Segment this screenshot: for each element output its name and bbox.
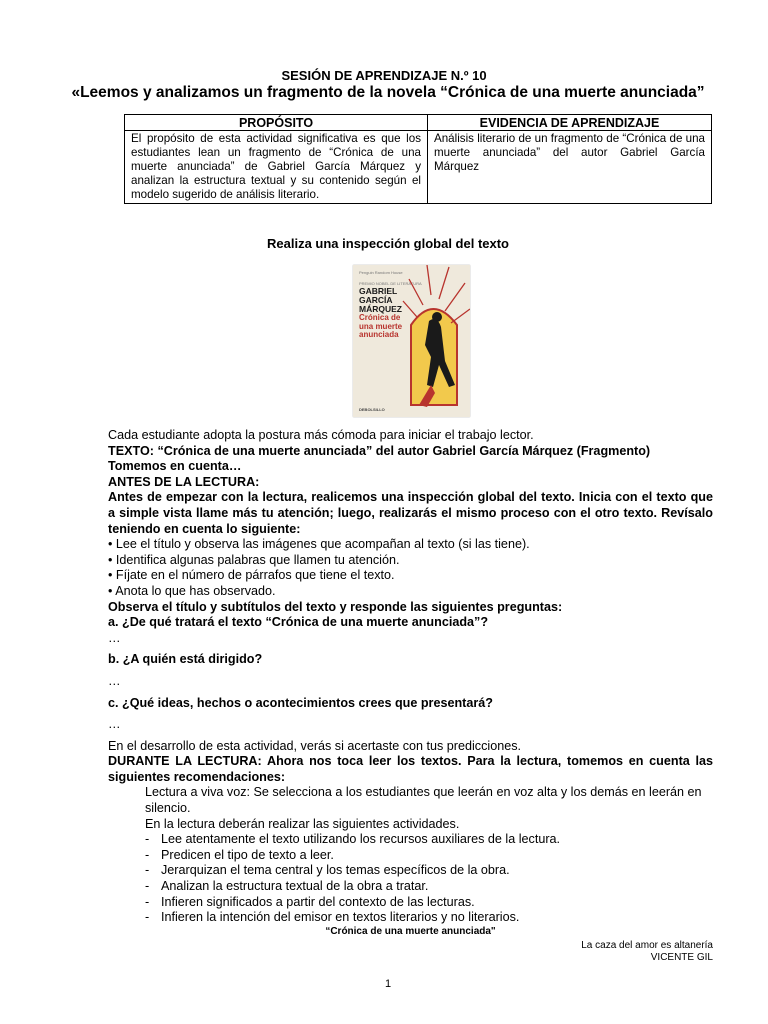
book-cover-image xyxy=(353,265,470,417)
cover-imprint: Penguin Random House xyxy=(359,270,403,275)
question-c: c. ¿Qué ideas, hechos o acontecimientos crees que presentará? xyxy=(108,695,493,710)
activity-item: - Lee atentamente el texto utilizando los recursos auxiliares de la lectura. xyxy=(145,832,561,847)
bullet-item: • Lee el título y observa las imágenes que acompañan al texto (si las tiene). xyxy=(108,537,530,552)
answer-ellipsis: … xyxy=(108,630,121,645)
question-a: a. ¿De qué tratará el texto “Crónica de una muerte anunciada”? xyxy=(108,615,489,630)
activity-item: - Jerarquizan el tema central y los temas específicos de la obra. xyxy=(145,863,510,878)
main-body xyxy=(108,428,713,964)
lectura-viva-voz: Lectura a viva voz: Se selecciona a los estudiantes que leerán en voz alta y los demás en leerán en silencio. xyxy=(145,785,702,816)
inspection-heading: Realiza una inspección global del texto xyxy=(267,236,509,251)
answer-ellipsis: … xyxy=(108,717,121,732)
epigraph-line: La caza del amor es altanería xyxy=(581,939,713,951)
purpose-text: El propósito de esta actividad significativa es que los estudiantes lean un fragmento de “Crónica de una muerte anunciada” de Gabriel García Márquez y analizan la estructura textual y su contenido según el modelo sugerido de análisis literario. xyxy=(125,131,428,204)
tomemos-line: Tomemos en cuenta… xyxy=(108,459,242,474)
cover-author: GABRIEL GARCÍA MÁRQUEZ xyxy=(359,286,402,314)
bullet-item: • Fíjate en el número de párrafos que tiene el texto. xyxy=(108,568,395,583)
text-title-line: TEXTO: “Crónica de una muerte anunciada” del autor Gabriel García Márquez (Fragmento) xyxy=(108,443,651,458)
page-number: 1 xyxy=(384,978,392,990)
activity-item: - Infieren la intención del emisor en textos literarios y no literarios. xyxy=(145,910,520,925)
session-number: SESIÓN DE APRENDIZAJE N.º 10 xyxy=(281,68,487,83)
purpose-header: PROPÓSITO xyxy=(125,115,428,131)
activity-item: - Predicen el tipo de texto a leer. xyxy=(145,847,334,862)
cover-title: Crónica de una muerte anunciada xyxy=(359,313,403,339)
bullet-item: • Anota lo que has observado. xyxy=(108,583,276,598)
activity-item: - Infieren significados a partir del contexto de las lecturas. xyxy=(145,894,475,909)
antes-description: Antes de empezar con la lectura, realicemos una inspección global del texto. Inicia con el texto que a simple vista llame más tu atención; luego, realizarás el mismo proceso con el otro texto. Revísalo teniendo en cuenta lo siguiente: xyxy=(108,490,713,536)
desarrollo-line: En el desarrollo de esta actividad, verás si acertaste con tus predicciones. xyxy=(108,738,522,753)
actividades-intro: En la lectura deberán realizar las siguientes actividades. xyxy=(145,816,460,831)
durante-heading: DURANTE LA LECTURA: Ahora nos toca leer los textos. Para la lectura, tomemos en cuenta las siguientes recomendaciones: xyxy=(108,754,713,784)
objectives-table xyxy=(124,114,712,204)
intro-line: Cada estudiante adopta la postura más cómoda para iniciar el trabajo lector. xyxy=(108,428,534,442)
observa-line: Observa el título y subtítulos del texto y responde las siguientes preguntas: xyxy=(108,599,563,614)
activity-item: - Analizan la estructura textual de la obra a tratar. xyxy=(145,879,429,894)
cover-publisher: DEBOLSILLO xyxy=(359,407,385,412)
antes-heading: ANTES DE LA LECTURA: xyxy=(108,474,260,489)
text-quote-title: “Crónica de una muerte anunciada" xyxy=(325,925,496,937)
page-title: «Leemos y analizamos un fragmento de la novela “Crónica de una muerte anunciada” xyxy=(71,84,705,101)
answer-ellipsis: … xyxy=(108,673,121,688)
evidence-text: Análisis literario de un fragmento de “Crónica de una muerte anunciada” del autor Gabriel García Márquez xyxy=(428,131,712,204)
bullet-item: • Identifica algunas palabras que llamen tu atención. xyxy=(108,552,400,567)
cover-award: PREMIO NOBEL DE LITERATURA xyxy=(359,281,422,286)
evidence-header: EVIDENCIA DE APRENDIZAJE xyxy=(428,115,712,131)
cover-illustration xyxy=(353,265,470,417)
question-b: b. ¿A quién está dirigido? xyxy=(108,652,263,667)
epigraph-author: VICENTE GIL xyxy=(650,951,713,963)
